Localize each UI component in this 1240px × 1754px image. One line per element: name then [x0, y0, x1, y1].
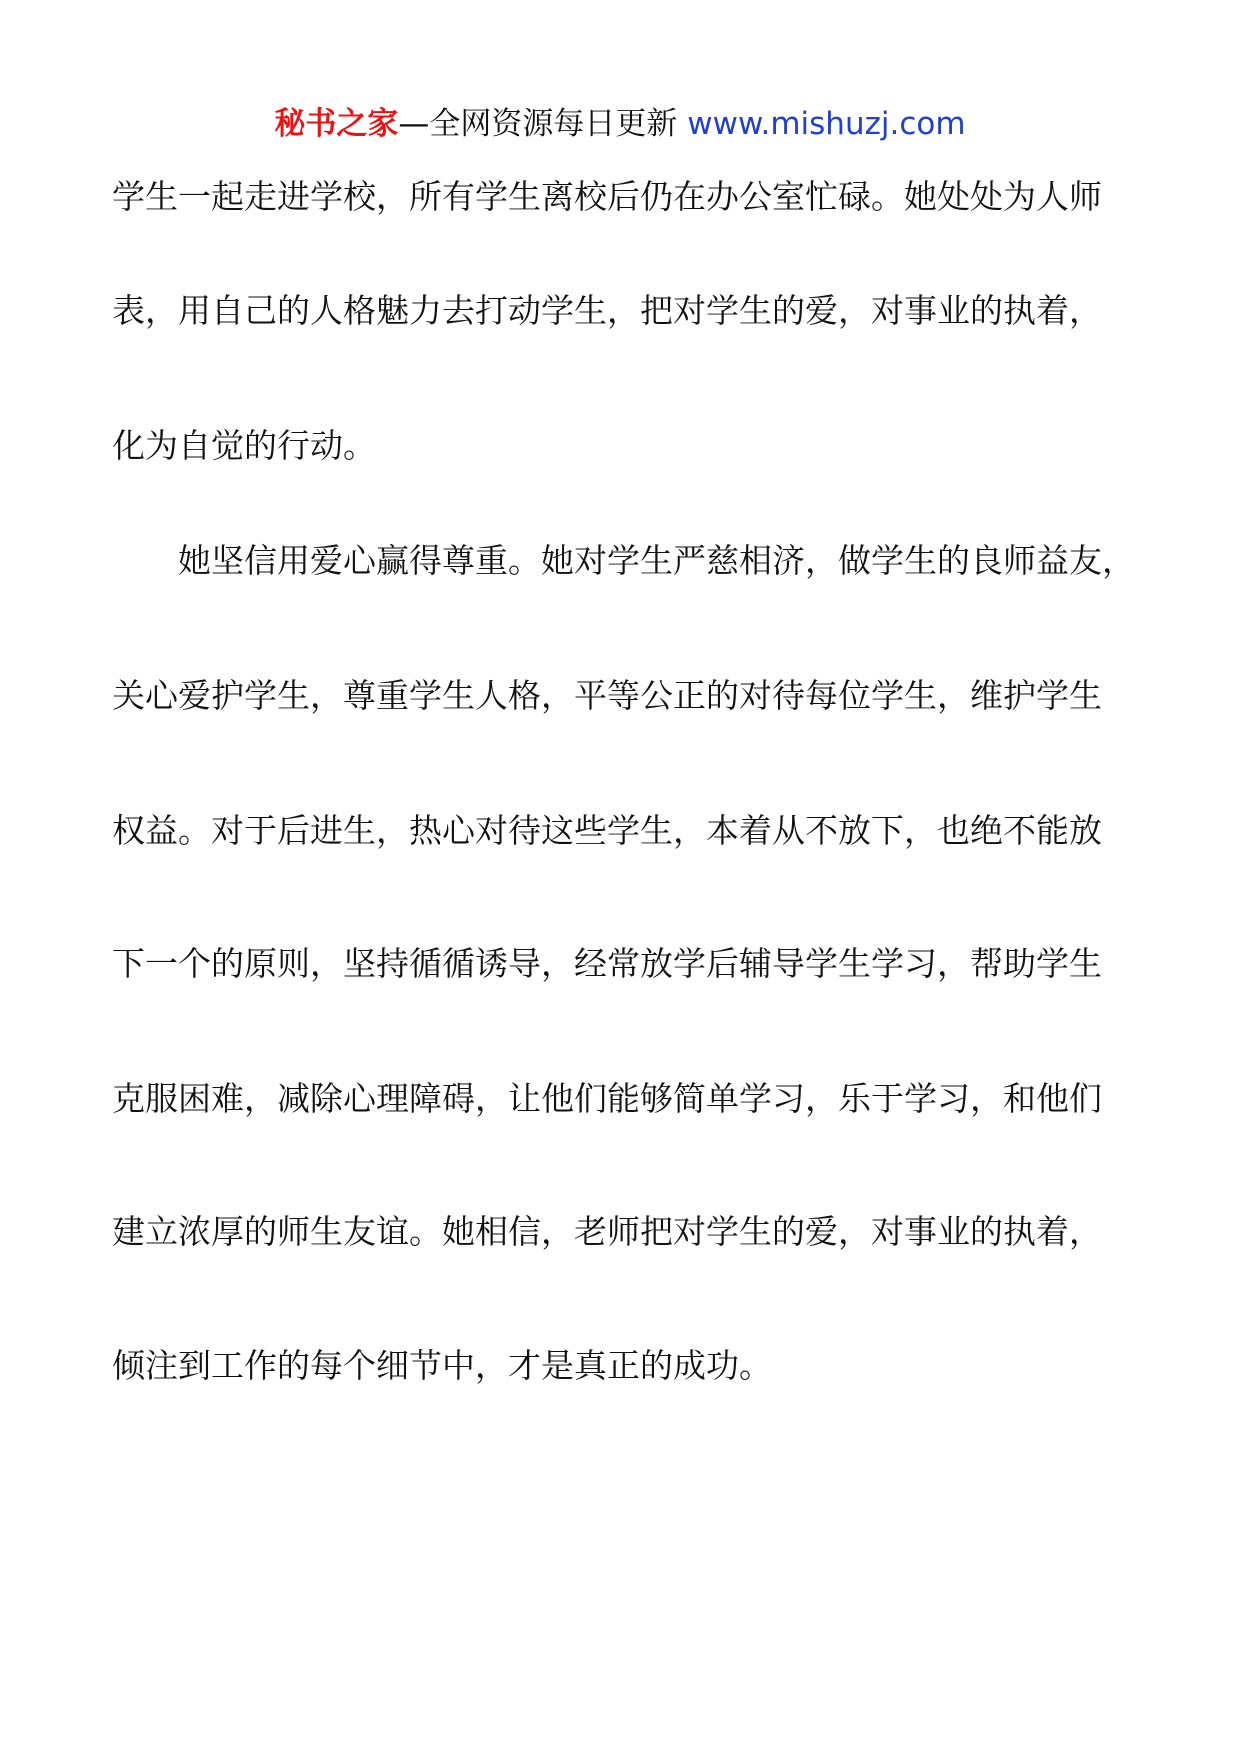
header-slogan: —全网资源每日更新 [398, 106, 678, 142]
header-url-link[interactable]: www.mishuzj.com [677, 106, 966, 142]
body-line-9: 建立浓厚的师生友谊。她相信，老师把对学生的爱，对事业的执着， [112, 1212, 1102, 1251]
header-brand: 秘书之家 [274, 106, 399, 142]
body-line-1: 学生一起走进学校，所有学生离校后仍在办公室忙碌。她处处为人师 [112, 177, 1102, 216]
body-line-10: 倾注到工作的每个细节中，才是真正的成功。 [112, 1346, 772, 1385]
body-line-3: 化为自觉的行动。 [112, 426, 376, 465]
body-line-5: 关心爱护学生，尊重学生人格，平等公正的对待每位学生，维护学生 [112, 676, 1102, 715]
page-header [0, 100, 1240, 148]
body-line-8: 克服困难，减除心理障碍，让他们能够简单学习，乐于学习，和他们 [112, 1079, 1102, 1118]
body-line-4: 她坚信用爱心赢得尊重。她对学生严慈相济，做学生的良师益友， [178, 541, 1135, 580]
body-line-7: 下一个的原则，坚持循循诱导，经常放学后辅导学生学习，帮助学生 [112, 944, 1102, 983]
body-line-2: 表，用自己的人格魅力去打动学生，把对学生的爱，对事业的执着， [112, 291, 1102, 330]
body-line-6: 权益。对于后进生，热心对待这些学生，本着从不放下，也绝不能放 [112, 811, 1102, 850]
